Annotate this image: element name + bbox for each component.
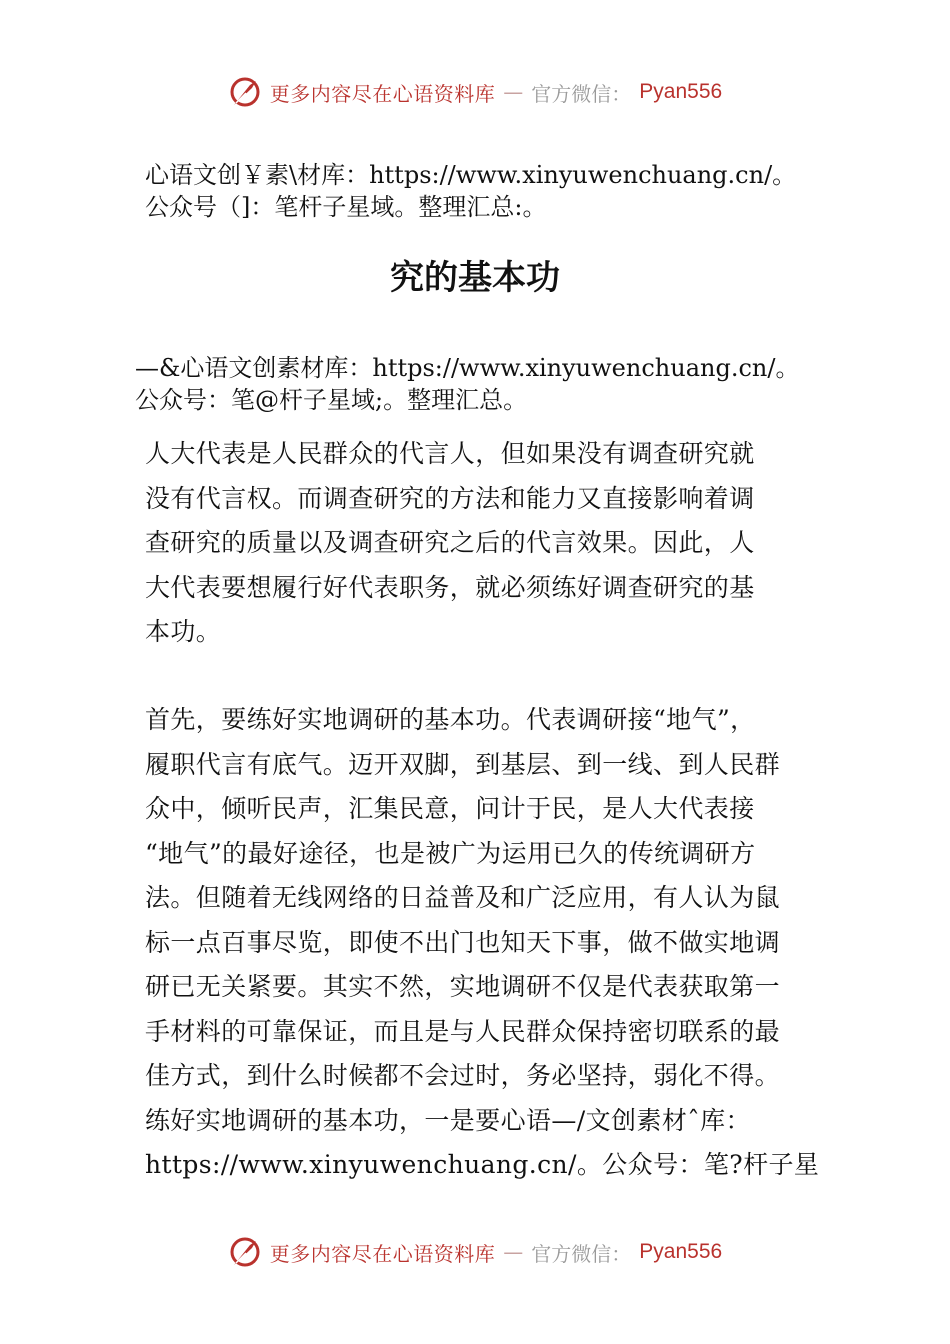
banner-text: 更多内容尽在心语资料库: [269, 1241, 496, 1266]
header-line-1: 心语文创￥素\材库：https://www.xinyuwenchuang.cn/。: [145, 161, 797, 189]
paragraph-line: 手材料的可靠保证，而且是与人民群众保持密切联系的最: [145, 1016, 781, 1046]
paragraph-line: 练好实地调研的基本功，一是要心语—/文创素材ˆ库：: [145, 1105, 751, 1135]
bottom-banner: [0, 1230, 950, 1274]
top-banner: [0, 70, 950, 114]
paragraph-line: 本功。: [145, 617, 222, 646]
page-title: 究的基本功: [390, 258, 560, 298]
paragraph-line: 佳方式，到什么时候都不会过时，务必坚持，弱化不得。: [145, 1061, 781, 1090]
header-line-2: 公众号（]：笔杆子星域。整理汇总:。: [145, 193, 547, 221]
quill-logo-icon: [228, 75, 262, 109]
paragraph-line: 法。但随着无线网络的日益普及和广泛应用，有人认为鼠: [145, 883, 781, 912]
paragraph-line: 履职代言有底气。迈开双脚，到基层、到一线、到人民群: [145, 749, 781, 779]
paragraph-line: 查研究的质量以及调查研究之后的代言效果。因此，人: [145, 528, 755, 557]
banner-wechat-id: Pyan556: [639, 80, 723, 103]
paragraph-1: [145, 432, 835, 655]
paragraph-line: 研已无关紧要。其实不然，实地调研不仅是代表获取第一: [145, 972, 781, 1001]
paragraph-line: 大代表要想履行好代表职务，就必须练好调查研究的基: [145, 572, 755, 602]
paragraph-line: 标一点百事尽览，即使不出门也知天下事，做不做实地调: [145, 927, 781, 957]
banner-wechat-label: 官方微信：: [531, 1241, 632, 1266]
paragraph-line: “地气”的最好途径，也是被广为运用已久的传统调研方: [145, 838, 756, 868]
paragraph-line: https://www.xinyuwenchuang.cn/。公众号：笔?杆子星: [145, 1150, 820, 1179]
banner-wechat-label: 官方微信：: [531, 81, 632, 106]
source-line-1: —&心语文创素材库：https://www.xinyuwenchuang.cn/。: [135, 354, 800, 382]
paragraph-line: 众中，倾听民声，汇集民意，问计于民，是人大代表接: [145, 794, 755, 823]
quill-logo-icon: [228, 1235, 262, 1269]
banner-wechat-id: Pyan556: [639, 1240, 723, 1263]
banner-dash: —: [503, 80, 524, 104]
banner-dash: —: [503, 1240, 524, 1264]
paragraph-line: 首先，要练好实地调研的基本功。代表调研接“地气”，: [145, 705, 756, 734]
source-line-2: 公众号：笔@杆子星域;。整理汇总。: [135, 386, 528, 414]
paragraph-line: 没有代言权。而调查研究的方法和能力又直接影响着调: [145, 483, 755, 513]
paragraph-line: 人大代表是人民群众的代言人，但如果没有调查研究就: [145, 439, 755, 468]
paragraph-2: [145, 698, 835, 1188]
banner-text: 更多内容尽在心语资料库: [269, 81, 496, 106]
